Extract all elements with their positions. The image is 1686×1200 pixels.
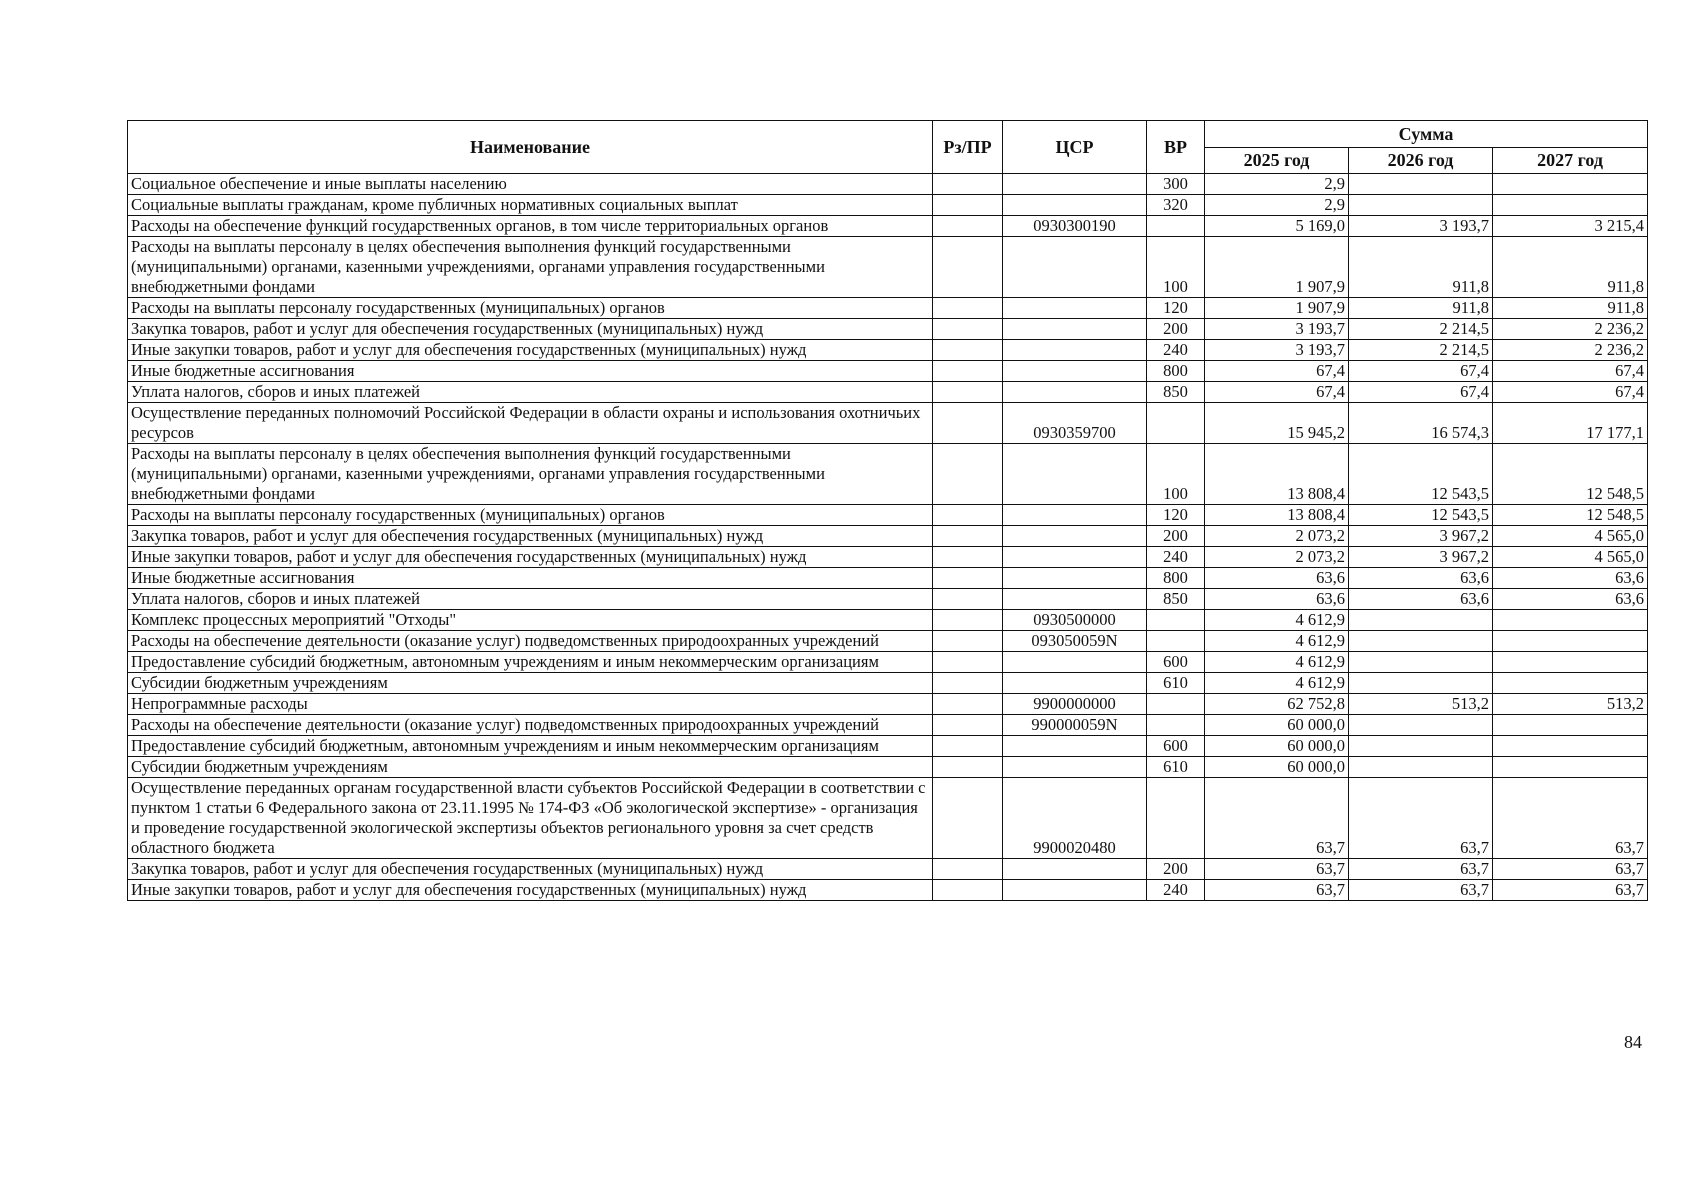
cell-2026: [1349, 715, 1493, 736]
cell-rzpr: [933, 778, 1003, 859]
cell-2025: 4 612,9: [1205, 631, 1349, 652]
cell-name: Иные бюджетные ассигнования: [128, 361, 933, 382]
table-row: [128, 568, 1648, 589]
cell-2025: 63,7: [1205, 880, 1349, 901]
cell-2026: 3 193,7: [1349, 216, 1493, 237]
cell-2025: 4 612,9: [1205, 652, 1349, 673]
cell-2026: [1349, 631, 1493, 652]
cell-2027: [1493, 673, 1648, 694]
cell-name: Иные закупки товаров, работ и услуг для обеспечения государственных (муниципальных) нужд: [128, 880, 933, 901]
cell-2027: 12 548,5: [1493, 444, 1648, 505]
cell-2026: 2 214,5: [1349, 340, 1493, 361]
cell-vr: 800: [1147, 361, 1205, 382]
cell-2027: 2 236,2: [1493, 319, 1648, 340]
cell-name: Закупка товаров, работ и услуг для обеспечения государственных (муниципальных) нужд: [128, 526, 933, 547]
cell-vr: 240: [1147, 547, 1205, 568]
table-row: [128, 610, 1648, 631]
cell-csr: [1003, 298, 1147, 319]
cell-csr: 0930359700: [1003, 403, 1147, 444]
cell-2026: 12 543,5: [1349, 444, 1493, 505]
cell-name: Предоставление субсидий бюджетным, автономным учреждениям и иным некоммерческим организациям: [128, 736, 933, 757]
cell-name: Закупка товаров, работ и услуг для обеспечения государственных (муниципальных) нужд: [128, 859, 933, 880]
cell-2025: 1 907,9: [1205, 298, 1349, 319]
table-row: [128, 361, 1648, 382]
cell-csr: [1003, 319, 1147, 340]
table-row: [128, 694, 1648, 715]
table-row: [128, 652, 1648, 673]
cell-2027: 67,4: [1493, 361, 1648, 382]
table-row: [128, 526, 1648, 547]
cell-rzpr: [933, 757, 1003, 778]
cell-2027: [1493, 652, 1648, 673]
cell-2027: 3 215,4: [1493, 216, 1648, 237]
cell-2027: 67,4: [1493, 382, 1648, 403]
cell-vr: 610: [1147, 757, 1205, 778]
cell-2026: 911,8: [1349, 298, 1493, 319]
cell-2026: [1349, 736, 1493, 757]
cell-rzpr: [933, 610, 1003, 631]
cell-name: Иные закупки товаров, работ и услуг для обеспечения государственных (муниципальных) нужд: [128, 340, 933, 361]
cell-vr: [1147, 610, 1205, 631]
cell-name: Иные закупки товаров, работ и услуг для обеспечения государственных (муниципальных) нужд: [128, 547, 933, 568]
cell-2027: 17 177,1: [1493, 403, 1648, 444]
cell-2026: 63,6: [1349, 589, 1493, 610]
cell-name: Осуществление переданных полномочий Российской Федерации в области охраны и использования охотничьих ресурсов: [128, 403, 933, 444]
cell-csr: [1003, 859, 1147, 880]
cell-name: Расходы на выплаты персоналу государственных (муниципальных) органов: [128, 298, 933, 319]
table-row: [128, 736, 1648, 757]
cell-csr: [1003, 589, 1147, 610]
cell-name: Закупка товаров, работ и услуг для обеспечения государственных (муниципальных) нужд: [128, 319, 933, 340]
cell-2027: 2 236,2: [1493, 340, 1648, 361]
cell-csr: 0930300190: [1003, 216, 1147, 237]
cell-2025: 67,4: [1205, 382, 1349, 403]
cell-2026: 67,4: [1349, 382, 1493, 403]
cell-rzpr: [933, 444, 1003, 505]
cell-2025: 2,9: [1205, 195, 1349, 216]
cell-rzpr: [933, 652, 1003, 673]
cell-2025: 5 169,0: [1205, 216, 1349, 237]
table-row: [128, 195, 1648, 216]
header-rzpr: Рз/ПР: [933, 121, 1003, 174]
cell-csr: [1003, 880, 1147, 901]
cell-2027: 63,7: [1493, 859, 1648, 880]
table-row: [128, 505, 1648, 526]
cell-2027: 911,8: [1493, 237, 1648, 298]
cell-2025: 67,4: [1205, 361, 1349, 382]
table-row: [128, 880, 1648, 901]
cell-name: Социальные выплаты гражданам, кроме публичных нормативных социальных выплат: [128, 195, 933, 216]
cell-vr: 200: [1147, 319, 1205, 340]
cell-csr: [1003, 757, 1147, 778]
cell-csr: [1003, 652, 1147, 673]
cell-2025: 60 000,0: [1205, 715, 1349, 736]
table-row: [128, 444, 1648, 505]
cell-rzpr: [933, 631, 1003, 652]
page-number: 84: [1624, 1032, 1642, 1052]
cell-csr: 093050059N: [1003, 631, 1147, 652]
cell-vr: [1147, 694, 1205, 715]
cell-vr: 800: [1147, 568, 1205, 589]
cell-name: Уплата налогов, сборов и иных платежей: [128, 382, 933, 403]
cell-rzpr: [933, 589, 1003, 610]
cell-2027: 911,8: [1493, 298, 1648, 319]
cell-2027: 513,2: [1493, 694, 1648, 715]
cell-2027: [1493, 195, 1648, 216]
cell-vr: [1147, 778, 1205, 859]
header-year-2026: 2026 год: [1349, 147, 1493, 174]
cell-name: Социальное обеспечение и иные выплаты населению: [128, 174, 933, 195]
cell-vr: [1147, 403, 1205, 444]
cell-csr: [1003, 174, 1147, 195]
cell-vr: 850: [1147, 589, 1205, 610]
cell-rzpr: [933, 382, 1003, 403]
cell-name: Непрограммные расходы: [128, 694, 933, 715]
cell-name: Субсидии бюджетным учреждениям: [128, 673, 933, 694]
cell-2026: 513,2: [1349, 694, 1493, 715]
cell-csr: [1003, 382, 1147, 403]
cell-csr: 990000059N: [1003, 715, 1147, 736]
cell-2026: 67,4: [1349, 361, 1493, 382]
cell-2025: 15 945,2: [1205, 403, 1349, 444]
cell-rzpr: [933, 319, 1003, 340]
cell-vr: 120: [1147, 298, 1205, 319]
header-sum: Сумма: [1205, 121, 1648, 148]
table-header: [128, 121, 1648, 174]
cell-vr: 600: [1147, 652, 1205, 673]
table-row: [128, 340, 1648, 361]
cell-csr: [1003, 673, 1147, 694]
cell-2027: 4 565,0: [1493, 526, 1648, 547]
cell-2026: [1349, 195, 1493, 216]
cell-2026: 63,6: [1349, 568, 1493, 589]
cell-vr: 610: [1147, 673, 1205, 694]
cell-vr: 850: [1147, 382, 1205, 403]
cell-rzpr: [933, 526, 1003, 547]
cell-rzpr: [933, 195, 1003, 216]
cell-2027: 63,6: [1493, 589, 1648, 610]
cell-vr: [1147, 715, 1205, 736]
cell-2027: 63,7: [1493, 778, 1648, 859]
table-row: [128, 673, 1648, 694]
cell-2025: 4 612,9: [1205, 673, 1349, 694]
cell-rzpr: [933, 298, 1003, 319]
cell-2026: 911,8: [1349, 237, 1493, 298]
cell-2025: 2 073,2: [1205, 547, 1349, 568]
cell-2026: [1349, 673, 1493, 694]
table-row: [128, 547, 1648, 568]
cell-vr: 300: [1147, 174, 1205, 195]
cell-2025: 2 073,2: [1205, 526, 1349, 547]
cell-2027: [1493, 757, 1648, 778]
cell-name: Предоставление субсидий бюджетным, автономным учреждениям и иным некоммерческим организациям: [128, 652, 933, 673]
header-year-2027: 2027 год: [1493, 147, 1648, 174]
cell-2027: [1493, 715, 1648, 736]
cell-2025: 60 000,0: [1205, 757, 1349, 778]
cell-rzpr: [933, 174, 1003, 195]
cell-name: Осуществление переданных органам государственной власти субъектов Российской Федерации в соответствии с пунктом 1 статьи 6 Федерального закона от 23.11.1995 № 174-ФЗ «Об экологической экспертизе» - организация и проведение государственной экологической экспертизы объектов регионального уровня за счет средств областного бюджета: [128, 778, 933, 859]
table-row: [128, 403, 1648, 444]
cell-rzpr: [933, 673, 1003, 694]
cell-2027: [1493, 736, 1648, 757]
table-row: [128, 631, 1648, 652]
cell-csr: [1003, 568, 1147, 589]
cell-2026: 2 214,5: [1349, 319, 1493, 340]
table-row: [128, 778, 1648, 859]
cell-vr: [1147, 216, 1205, 237]
cell-2027: 4 565,0: [1493, 547, 1648, 568]
cell-2025: 13 808,4: [1205, 444, 1349, 505]
cell-name: Иные бюджетные ассигнования: [128, 568, 933, 589]
cell-2025: 63,6: [1205, 568, 1349, 589]
cell-rzpr: [933, 715, 1003, 736]
cell-2026: 63,7: [1349, 778, 1493, 859]
cell-csr: [1003, 526, 1147, 547]
cell-name: Расходы на обеспечение деятельности (оказание услуг) подведомственных природоохранных учреждений: [128, 715, 933, 736]
cell-2027: 12 548,5: [1493, 505, 1648, 526]
cell-2025: 63,7: [1205, 859, 1349, 880]
cell-2026: 3 967,2: [1349, 547, 1493, 568]
cell-2026: 63,7: [1349, 880, 1493, 901]
cell-csr: 9900000000: [1003, 694, 1147, 715]
table-row: [128, 715, 1648, 736]
cell-2025: 63,7: [1205, 778, 1349, 859]
table-row: [128, 382, 1648, 403]
cell-2027: [1493, 610, 1648, 631]
cell-rzpr: [933, 694, 1003, 715]
cell-2025: 60 000,0: [1205, 736, 1349, 757]
cell-csr: [1003, 505, 1147, 526]
table-row: [128, 237, 1648, 298]
cell-rzpr: [933, 736, 1003, 757]
table-row: [128, 589, 1648, 610]
table-row: [128, 859, 1648, 880]
cell-2027: [1493, 631, 1648, 652]
cell-name: Субсидии бюджетным учреждениям: [128, 757, 933, 778]
table-row: [128, 757, 1648, 778]
cell-2026: 16 574,3: [1349, 403, 1493, 444]
cell-vr: 200: [1147, 526, 1205, 547]
budget-table: [127, 120, 1648, 901]
cell-2025: 13 808,4: [1205, 505, 1349, 526]
cell-vr: 240: [1147, 880, 1205, 901]
cell-name: Расходы на обеспечение функций государственных органов, в том числе территориальных органов: [128, 216, 933, 237]
cell-vr: 100: [1147, 444, 1205, 505]
cell-vr: 320: [1147, 195, 1205, 216]
cell-rzpr: [933, 361, 1003, 382]
cell-vr: [1147, 631, 1205, 652]
cell-rzpr: [933, 340, 1003, 361]
cell-csr: [1003, 361, 1147, 382]
cell-2025: 1 907,9: [1205, 237, 1349, 298]
cell-vr: 240: [1147, 340, 1205, 361]
cell-rzpr: [933, 568, 1003, 589]
cell-2026: [1349, 652, 1493, 673]
cell-name: Уплата налогов, сборов и иных платежей: [128, 589, 933, 610]
cell-2026: 12 543,5: [1349, 505, 1493, 526]
cell-csr: [1003, 736, 1147, 757]
cell-rzpr: [933, 859, 1003, 880]
cell-vr: 200: [1147, 859, 1205, 880]
header-name: Наименование: [128, 121, 933, 174]
cell-csr: [1003, 237, 1147, 298]
cell-2026: 63,7: [1349, 859, 1493, 880]
header-vr: ВР: [1147, 121, 1205, 174]
header-csr: ЦСР: [1003, 121, 1147, 174]
cell-vr: 120: [1147, 505, 1205, 526]
cell-2026: [1349, 610, 1493, 631]
cell-2025: 4 612,9: [1205, 610, 1349, 631]
cell-2026: [1349, 174, 1493, 195]
cell-csr: [1003, 195, 1147, 216]
cell-vr: 600: [1147, 736, 1205, 757]
cell-rzpr: [933, 403, 1003, 444]
cell-name: Расходы на обеспечение деятельности (оказание услуг) подведомственных природоохранных учреждений: [128, 631, 933, 652]
cell-rzpr: [933, 216, 1003, 237]
cell-rzpr: [933, 547, 1003, 568]
cell-2025: 3 193,7: [1205, 319, 1349, 340]
cell-csr: [1003, 444, 1147, 505]
table-row: [128, 174, 1648, 195]
cell-rzpr: [933, 237, 1003, 298]
cell-rzpr: [933, 505, 1003, 526]
cell-2025: 2,9: [1205, 174, 1349, 195]
cell-2025: 62 752,8: [1205, 694, 1349, 715]
cell-vr: 100: [1147, 237, 1205, 298]
cell-csr: 0930500000: [1003, 610, 1147, 631]
cell-name: Комплекс процессных мероприятий "Отходы": [128, 610, 933, 631]
cell-2025: 63,6: [1205, 589, 1349, 610]
cell-2026: 3 967,2: [1349, 526, 1493, 547]
cell-csr: [1003, 547, 1147, 568]
table-body: [128, 174, 1648, 901]
table-row: [128, 216, 1648, 237]
cell-rzpr: [933, 880, 1003, 901]
cell-2026: [1349, 757, 1493, 778]
cell-csr: [1003, 340, 1147, 361]
cell-csr: 9900020480: [1003, 778, 1147, 859]
cell-2027: [1493, 174, 1648, 195]
cell-2027: 63,6: [1493, 568, 1648, 589]
cell-name: Расходы на выплаты персоналу в целях обеспечения выполнения функций государственными (муниципальными) органами, казенными учреждениями, органами управления государственными внебюджетными фондами: [128, 444, 933, 505]
header-year-2025: 2025 год: [1205, 147, 1349, 174]
table-row: [128, 319, 1648, 340]
cell-2027: 63,7: [1493, 880, 1648, 901]
cell-2025: 3 193,7: [1205, 340, 1349, 361]
cell-name: Расходы на выплаты персоналу в целях обеспечения выполнения функций государственными (муниципальными) органами, казенными учреждениями, органами управления государственными внебюджетными фондами: [128, 237, 933, 298]
table-row: [128, 298, 1648, 319]
cell-name: Расходы на выплаты персоналу государственных (муниципальных) органов: [128, 505, 933, 526]
